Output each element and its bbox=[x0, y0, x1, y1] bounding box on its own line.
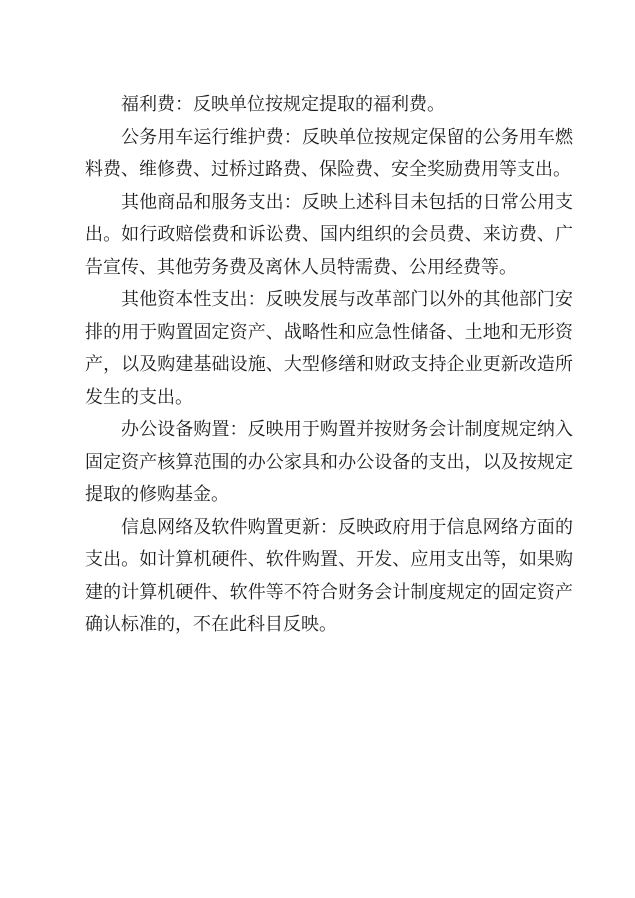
paragraph-official-vehicle-fee: 公务用车运行维护费：反映单位按规定保留的公务用车燃料费、维修费、过桥过路费、保险费、安全奖励费用等支出。 bbox=[85, 126, 573, 180]
paragraph-network-software-update: 信息网络及软件购置更新：反映政府用于信息网络方面的支出。如计算机硬件、软件购置、开发、应用支出等，如果购建的计算机硬件、软件等不符合财务会计制度规定的固定资产确认标准的，不在此科目反映。 bbox=[85, 516, 573, 635]
paragraph-welfare-fee: 福利费：反映单位按规定提取的福利费。 bbox=[121, 94, 445, 115]
paragraph-office-equipment-purchase: 办公设备购置：反映用于购置并按财务会计制度规定纳入固定资产核算范围的办公家具和办公设备的支出，以及按规定提取的修购基金。 bbox=[85, 419, 573, 505]
paragraph-other-goods-services: 其他商品和服务支出：反映上述科目未包括的日常公用支出。如行政赔偿费和诉讼费、国内组织的会员费、来访费、广告宣传、其他劳务费及离休人员特需费、公用经费等。 bbox=[85, 191, 573, 278]
paragraph-other-capital-expenditure: 其他资本性支出：反映发展与改革部门以外的其他部门安排的用于购置固定资产、战略性和应急性储备、土地和无形资产，以及购建基础设施、大型修缮和财政支持企业更新改造所发生的支出。 bbox=[85, 289, 573, 408]
